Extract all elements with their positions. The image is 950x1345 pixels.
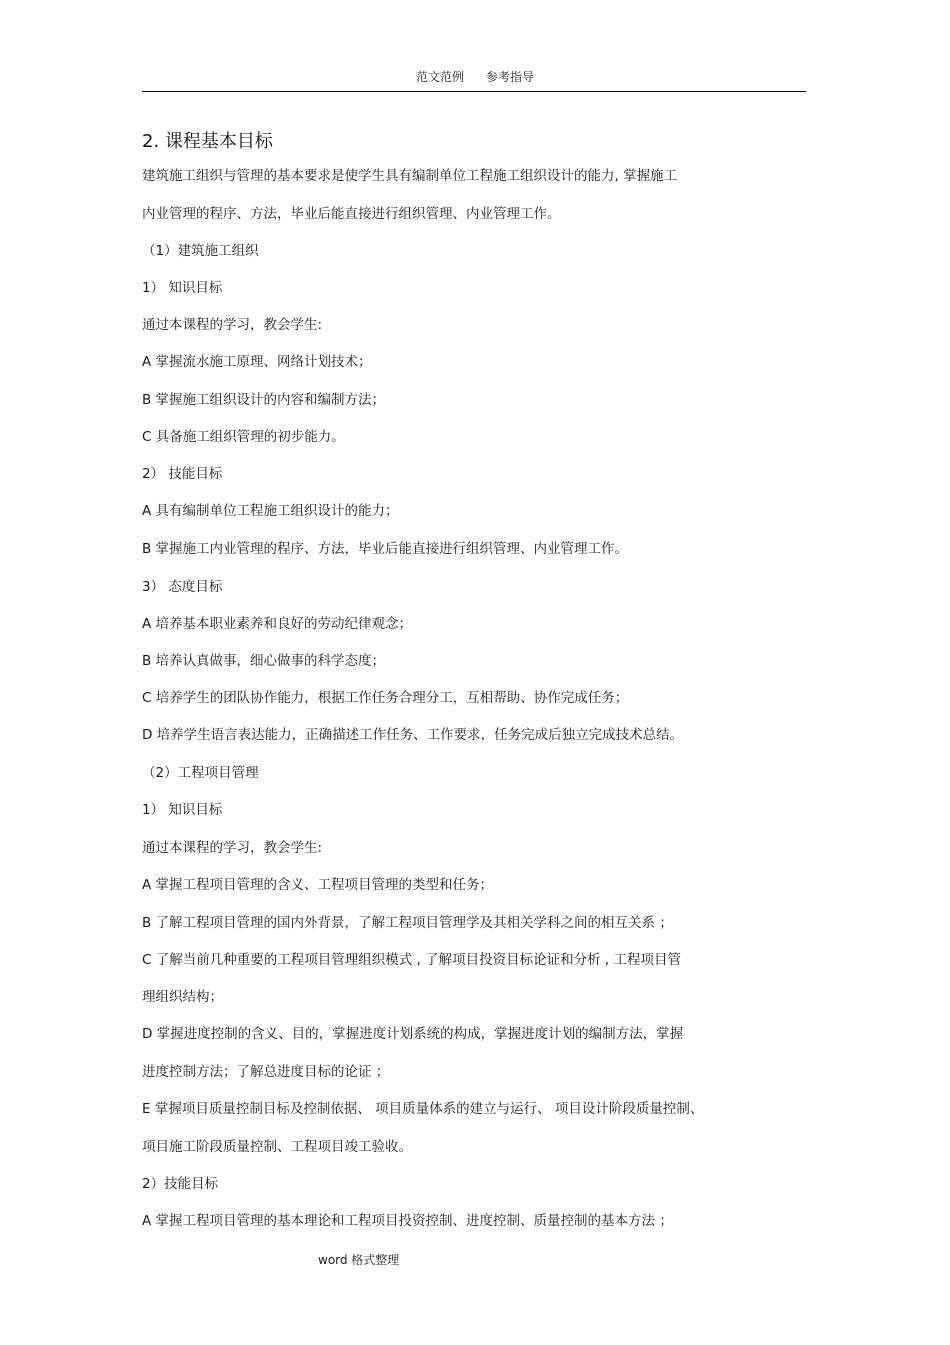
body-line: （2）工程项目管理 <box>142 765 259 781</box>
body-line: C 培养学生的团队协作能力，根据工作任务合理分工，互相帮助、协作完成任务； <box>142 690 629 706</box>
body-line: 项目施工阶段质量控制、工程项目竣工验收。 <box>142 1139 412 1155</box>
body-line: 2）技能目标 <box>142 1176 219 1192</box>
body-line: D 掌握进度控制的含义、目的，掌握进度计划系统的构成，掌握进度计划的编制方法，掌握 <box>142 1026 684 1042</box>
body-line: D 培养学生语言表达能力，正确描述工作任务、工作要求，任务完成后独立完成技术总结。 <box>142 727 684 743</box>
header-rule <box>142 91 806 92</box>
body-line: B 掌握施工内业管理的程序、方法，毕业后能直接进行组织管理、内业管理工作。 <box>142 541 629 557</box>
body-line: 2） 技能目标 <box>142 466 223 482</box>
body-line: 通过本课程的学习，教会学生: <box>142 317 323 333</box>
body-line: 内业管理的程序、方法，毕业后能直接进行组织管理、内业管理工作。 <box>142 206 561 222</box>
body-line: B 了解工程项目管理的国内外背景，了解工程项目管理学及其相关学科之间的相互关系 ； <box>142 915 673 931</box>
body-line: 理组织结构； <box>142 989 223 1005</box>
page-header <box>0 68 950 85</box>
header-right-text: 参考指导 <box>486 70 535 84</box>
body-line: 通过本课程的学习，教会学生: <box>142 840 323 856</box>
page-footer: word 格式整理 <box>318 1253 400 1267</box>
body-line: C 具备施工组织管理的初步能力。 <box>142 429 345 445</box>
body-line: B 培养认真做事，细心做事的科学态度； <box>142 653 386 669</box>
header-left-text: 范文范例 <box>415 70 464 84</box>
body-line: A 掌握流水施工原理、网络计划技术； <box>142 354 372 370</box>
body-line: A 培养基本职业素养和良好的劳动纪律观念； <box>142 616 413 632</box>
body-line: B 掌握施工组织设计的内容和编制方法； <box>142 392 386 408</box>
body-line: 建筑施工组织与管理的基本要求是使学生具有编制单位工程施工组织设计的能力, 掌握施工 <box>142 168 678 184</box>
body-line: E 掌握项目质量控制目标及控制依据、 项目质量体系的建立与运行、 项目设计阶段质量控制、 <box>142 1101 704 1117</box>
body-line: C 了解当前几种重要的工程项目管理组织模式 , 了解项目投资目标论证和分析 , 工程项目管 <box>142 952 681 968</box>
body-line: （1）建筑施工组织 <box>142 243 259 259</box>
body-line: A 掌握工程项目管理的基本理论和工程项目投资控制、进度控制、质量控制的基本方法 ； <box>142 1213 673 1229</box>
section-heading: 2. 课程基本目标 <box>142 131 273 152</box>
body-line: A 掌握工程项目管理的含义、工程项目管理的类型和任务； <box>142 877 494 893</box>
body-line: A 具有编制单位工程施工组织设计的能力； <box>142 503 399 519</box>
body-line: 1） 知识目标 <box>142 280 223 296</box>
body-line: 3） 态度目标 <box>142 579 223 595</box>
body-line: 1） 知识目标 <box>142 802 223 818</box>
body-line: 进度控制方法；了解总进度目标的论证 ； <box>142 1064 390 1080</box>
